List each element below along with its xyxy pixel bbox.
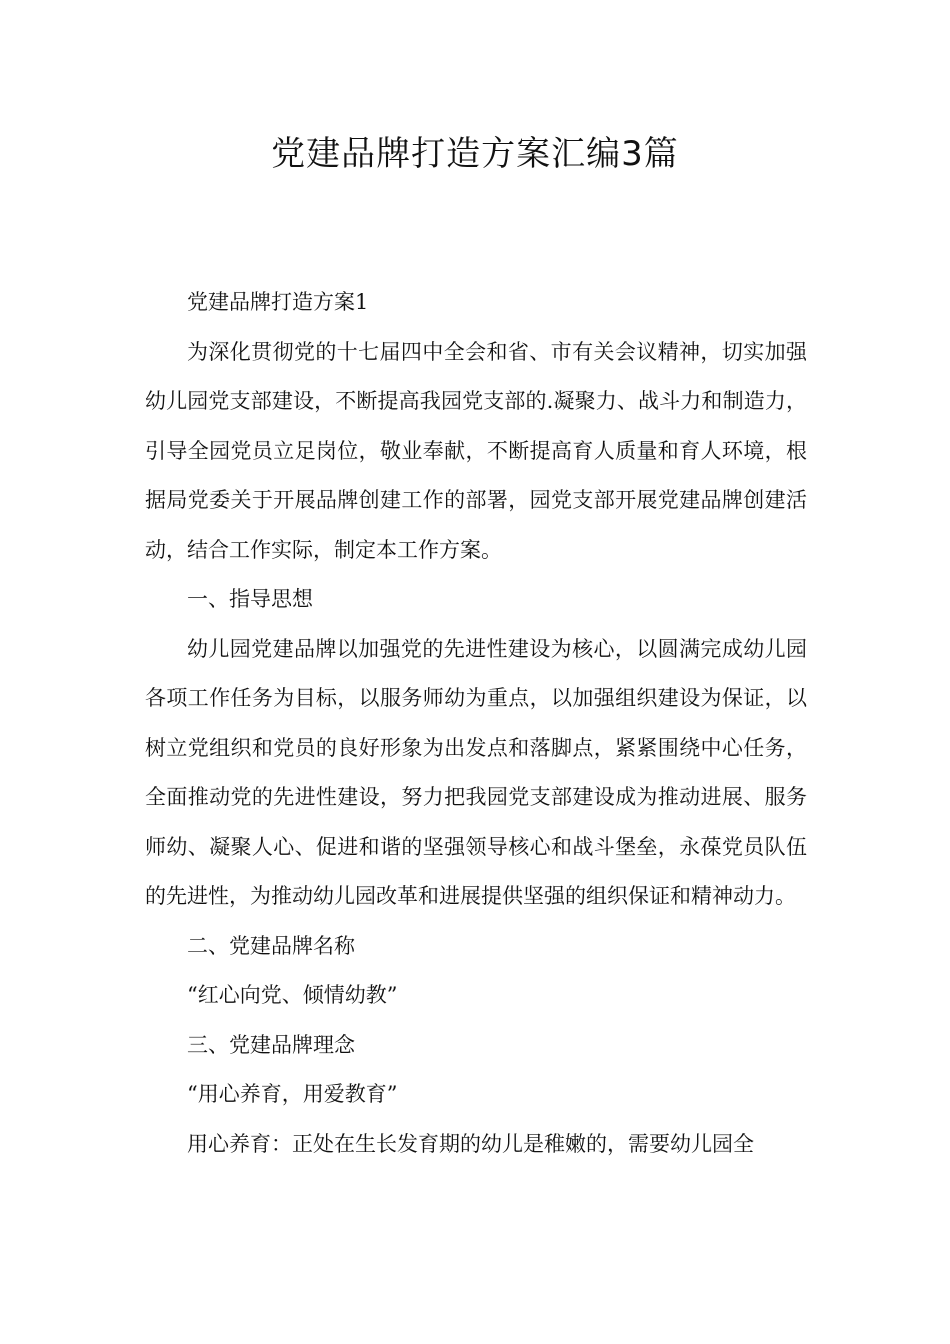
section-heading-brand-name: 二、党建品牌名称 xyxy=(187,933,355,958)
document-body xyxy=(145,278,807,1169)
paragraph-plan-heading: 党建品牌打造方案1 xyxy=(187,290,369,314)
paragraph-guiding-ideology: 幼儿园党建品牌以加强党的先进性建设为核心，以圆满完成幼儿园各项工作任务为目标，以服务师幼为重点，以加强组织建设为保证，以树立党组织和党员的良好形象为出发点和落脚点，紧紧围绕中心任务，全面推动党的先进性建设，努力把我园党支部建设成为推动进展、服务师幼、凝聚人心、促进和谐的坚强领导核心和战斗堡垒，永葆党员队伍的先进性，为推动幼儿园改革和进展提供坚强的组织保证和精神动力。 xyxy=(145,636,807,908)
paragraph-intro: 为深化贯彻党的十七届四中全会和省、市有关会议精神，切实加强幼儿园党支部建设，不断提高我园党支部的.凝聚力、战斗力和制造力，引导全园党员立足岗位，敬业奉献，不断提高育人质量和育人环境，根据局党委关于开展品牌创建工作的部署，园党支部开展党建品牌创建活动，结合工作实际，制定本工作方案。 xyxy=(145,339,807,562)
section-heading-guiding-ideology: 一、指导思想 xyxy=(187,587,313,611)
paragraph-brand-name: “红心向党、倾情幼教” xyxy=(187,983,398,1007)
paragraph-nurture: 用心养育：正处在生长发育期的幼儿是稚嫩的，需要幼儿园全 xyxy=(187,1131,754,1156)
section-heading-brand-concept: 三、党建品牌理念 xyxy=(187,1032,355,1057)
document-title: 党建品牌打造方案汇编3篇 xyxy=(271,134,679,174)
paragraph-brand-concept: “用心养育，用爱教育” xyxy=(187,1082,398,1106)
